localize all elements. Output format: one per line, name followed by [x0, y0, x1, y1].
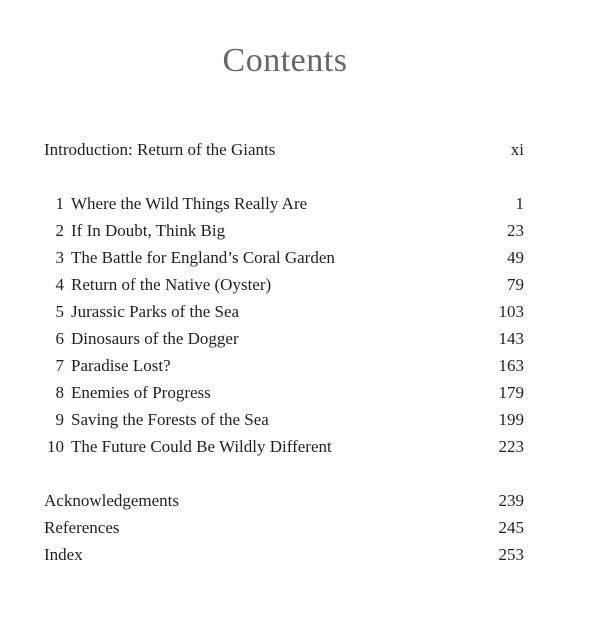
toc-entry-title: References — [44, 518, 120, 537]
chapter-title: Paradise Lost? — [71, 356, 171, 375]
chapter-number: 5 — [55, 302, 64, 321]
chapter-number: 8 — [55, 383, 64, 402]
chapter-title: Enemies of Progress — [71, 383, 211, 402]
chapter-title: If In Doubt, Think Big — [71, 221, 226, 240]
toc-entry-page: 253 — [498, 545, 524, 564]
toc-chapter[interactable] — [44, 436, 524, 458]
toc-entry-title: Introduction: Return of the Giants — [44, 140, 276, 159]
toc-chapter[interactable] — [44, 247, 524, 269]
toc-entry-references[interactable] — [44, 517, 524, 539]
chapter-title: Jurassic Parks of the Sea — [71, 302, 240, 321]
chapter-page: 179 — [498, 383, 524, 402]
chapter-number: 3 — [55, 248, 64, 267]
toc-chapter[interactable] — [44, 382, 524, 404]
toc-chapter[interactable] — [44, 355, 524, 377]
toc-entry-index[interactable] — [44, 544, 524, 566]
chapter-number: 9 — [55, 410, 64, 429]
chapter-number: 2 — [55, 221, 64, 240]
chapter-title: Where the Wild Things Really Are — [71, 194, 308, 213]
chapter-page: 49 — [507, 248, 524, 267]
chapter-number: 10 — [47, 437, 64, 456]
toc-entry-page: 245 — [498, 518, 524, 537]
chapter-title: Dinosaurs of the Dogger — [71, 329, 239, 348]
chapter-title: Return of the Native (Oyster) — [71, 275, 272, 294]
chapter-number: 6 — [55, 329, 64, 348]
chapter-page: 23 — [507, 221, 524, 240]
chapter-page: 199 — [498, 410, 524, 429]
chapter-title: The Battle for England’s Coral Garden — [71, 248, 335, 267]
page-title: Contents — [222, 42, 348, 79]
toc-entry-introduction[interactable] — [44, 139, 524, 161]
toc-chapter[interactable] — [44, 220, 524, 242]
chapter-page: 79 — [507, 275, 524, 294]
chapter-page: 103 — [498, 302, 524, 321]
toc-chapter[interactable] — [44, 409, 524, 431]
toc-chapter[interactable] — [44, 274, 524, 296]
chapter-page: 223 — [498, 437, 524, 456]
chapter-number: 1 — [55, 194, 64, 213]
toc-entry-title: Index — [44, 545, 83, 564]
toc-entry-page: xi — [510, 140, 524, 159]
toc-chapter[interactable] — [44, 328, 524, 350]
toc-entry-title: Acknowledgements — [44, 491, 180, 510]
toc-chapter[interactable] — [44, 193, 524, 215]
chapter-page: 1 — [515, 194, 524, 213]
toc-chapter[interactable] — [44, 301, 524, 323]
chapter-number: 7 — [55, 356, 64, 375]
chapter-title: The Future Could Be Wildly Different — [71, 437, 332, 456]
toc-entry-page: 239 — [498, 491, 524, 510]
toc-entry-acknowledgements[interactable] — [44, 490, 524, 512]
chapter-page: 163 — [498, 356, 524, 375]
chapter-number: 4 — [55, 275, 64, 294]
chapter-page: 143 — [498, 329, 524, 348]
chapter-title: Saving the Forests of the Sea — [71, 410, 269, 429]
